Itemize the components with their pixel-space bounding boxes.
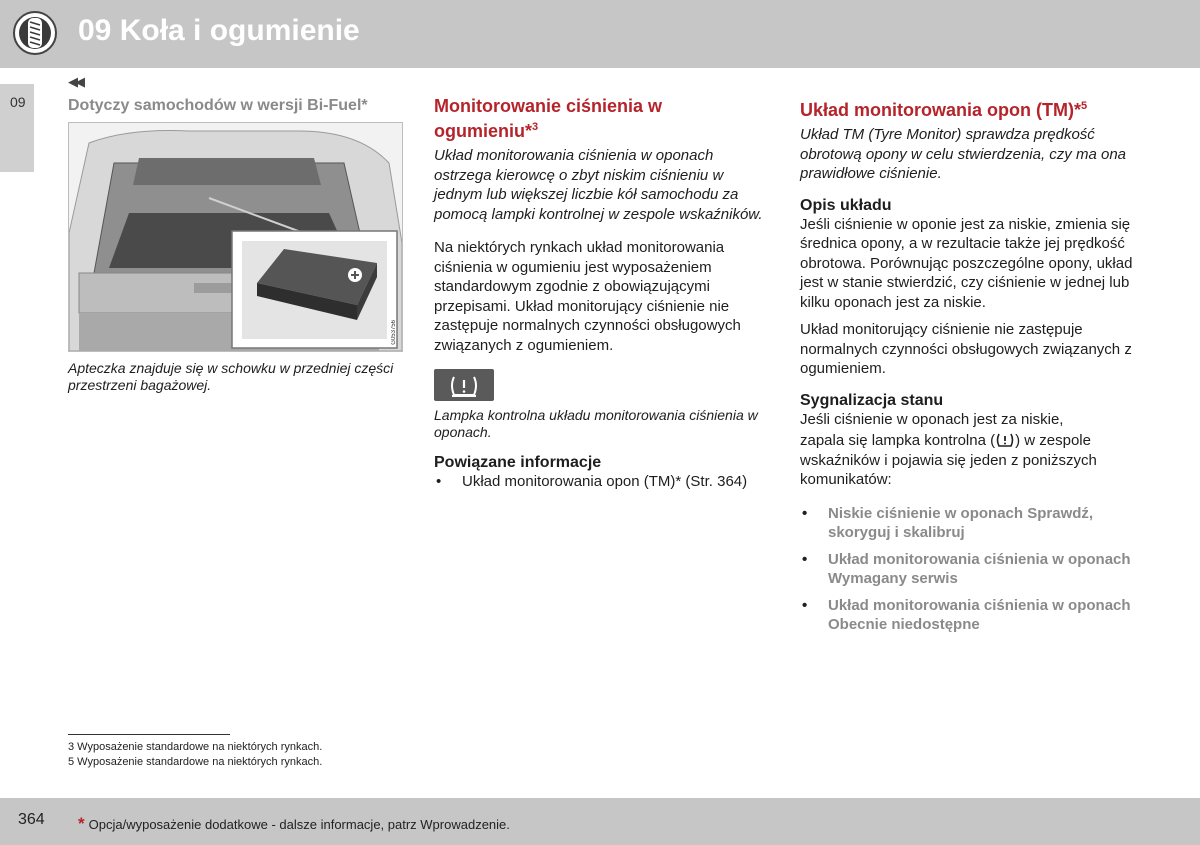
footnote-5: 5 Wyposażenie standardowe na niektórych rynkach. [68, 756, 323, 768]
message-item [800, 504, 1135, 542]
footnote-3: 3 Wyposażenie standardowe na niektórych rynkach. [68, 741, 323, 753]
message-text: Układ monitorowania ciśnienia w oponach Wymagany serwis [828, 550, 1131, 587]
section-heading-tm [800, 96, 1135, 121]
page-footer [0, 798, 1200, 845]
column-1 [68, 96, 403, 394]
system-description-heading: Opis układu [800, 196, 892, 214]
bullet-dot: • [802, 550, 808, 568]
footnote-ref-5[interactable]: 5 [1081, 100, 1088, 112]
section-heading-tm-text: Układ monitorowania opon (TM)* [800, 100, 1081, 120]
double-chevron-left-icon[interactable]: ◀◀ [68, 74, 82, 89]
tire-icon [12, 10, 58, 56]
status-signal-line1: Jeśli ciśnienie w oponach jest za niskie, [800, 410, 1064, 428]
footer-note [78, 814, 510, 834]
status-signal-heading: Sygnalizacja stanu [800, 391, 944, 409]
status-signal-p [800, 431, 1135, 490]
column-3 [800, 96, 1135, 634]
chapter-title: 09 Koła i ogumienie [78, 14, 360, 47]
section-heading-tpms [434, 96, 764, 142]
section-heading-tpms-text: Monitorowanie ciśnienia w ogumieniu* [434, 96, 663, 141]
footnote-divider [68, 734, 230, 735]
bullet-dot: • [802, 504, 808, 522]
figure-caption: Apteczka znajduje się w schowku w przedniej części przestrzeni bagażowej. [68, 360, 394, 393]
footer-note-text: Opcja/wyposażenie dodatkowe - dalsze informacje, patrz Wprowadzenie. [88, 817, 510, 832]
tire-pressure-warning-icon-inline [995, 432, 1015, 448]
chapter-tab-label: 09 [10, 94, 26, 110]
bullet-dot: • [802, 596, 808, 614]
page-number: 364 [18, 811, 45, 828]
message-item [800, 596, 1135, 634]
trunk-first-aid-figure [68, 122, 403, 352]
chapter-tab[interactable] [0, 84, 34, 172]
lamp-caption: Lampka kontrolna układu monitorowania ciśnienia w oponach. [434, 407, 758, 440]
message-text: Niskie ciśnienie w oponach Sprawdź, skoryguj i skalibruj [828, 504, 1094, 541]
chapter-header [0, 0, 1200, 68]
system-description-p1: Jeśli ciśnienie w oponie jest za niskie, zmienia się średnica opony, a w rezultacie także jej prędkość obrotowa. Porównując poszczególne opony, układ jest w stanie stwierdzić, czy ciśnienie w jednej lub kilku oponach jest za niskie. [800, 215, 1133, 311]
bullet-dot: • [436, 473, 442, 490]
tire-pressure-warning-icon [434, 369, 494, 401]
message-item [800, 550, 1135, 588]
trunk-illustration [69, 123, 402, 351]
related-link-label: Układ monitorowania opon (TM)* (Str. 364) [462, 473, 748, 490]
status-signal-pre: zapala się lampka kontrolna ( [800, 432, 996, 449]
figure-code: G053756 [391, 320, 397, 345]
section-heading-bifuel: Dotyczy samochodów w wersji Bi-Fuel* [68, 97, 368, 114]
asterisk-marker: * [78, 814, 85, 833]
footnote-ref-3[interactable]: 3 [532, 121, 539, 133]
message-text: Układ monitorowania ciśnienia w oponach Obecnie niedostępne [828, 596, 1131, 633]
tm-intro: Układ TM (Tyre Monitor) sprawdza prędkość obrotową opony w celu stwierdzenia, czy ma ona prawidłowe ciśnienie. [800, 126, 1127, 182]
tire-pressure-symbol [434, 369, 494, 401]
tpms-body: Na niektórych rynkach układ monitorowania ciśnienia w ogumieniu jest wyposażeniem standardowym zgodnie z obowiązującymi przepisami. Układ monitorujący ciśnienie nie zastępuje normalnych czynności obsługowych związanych z ogumieniem. [434, 239, 741, 354]
status-signal-post: ) w zespole wskaźników i pojawia się jeden z poniższych komunikatów: [800, 432, 1097, 488]
related-link-tm[interactable] [434, 472, 764, 492]
column-2 [434, 96, 764, 492]
system-description-p2: Układ monitorujący ciśnienie nie zastępuje normalnych czynności obsługowych związanych z ogumieniem. [800, 321, 1132, 377]
related-info-heading: Powiązane informacje [434, 454, 602, 471]
tpms-intro: Układ monitorowania ciśnienia w oponach ostrzega kierowcę o zbyt niskim ciśnieniu w jednym lub większej liczbie kół samochodu za pomocą lampki kontrolnej w zespole wskaźników. [434, 147, 763, 223]
